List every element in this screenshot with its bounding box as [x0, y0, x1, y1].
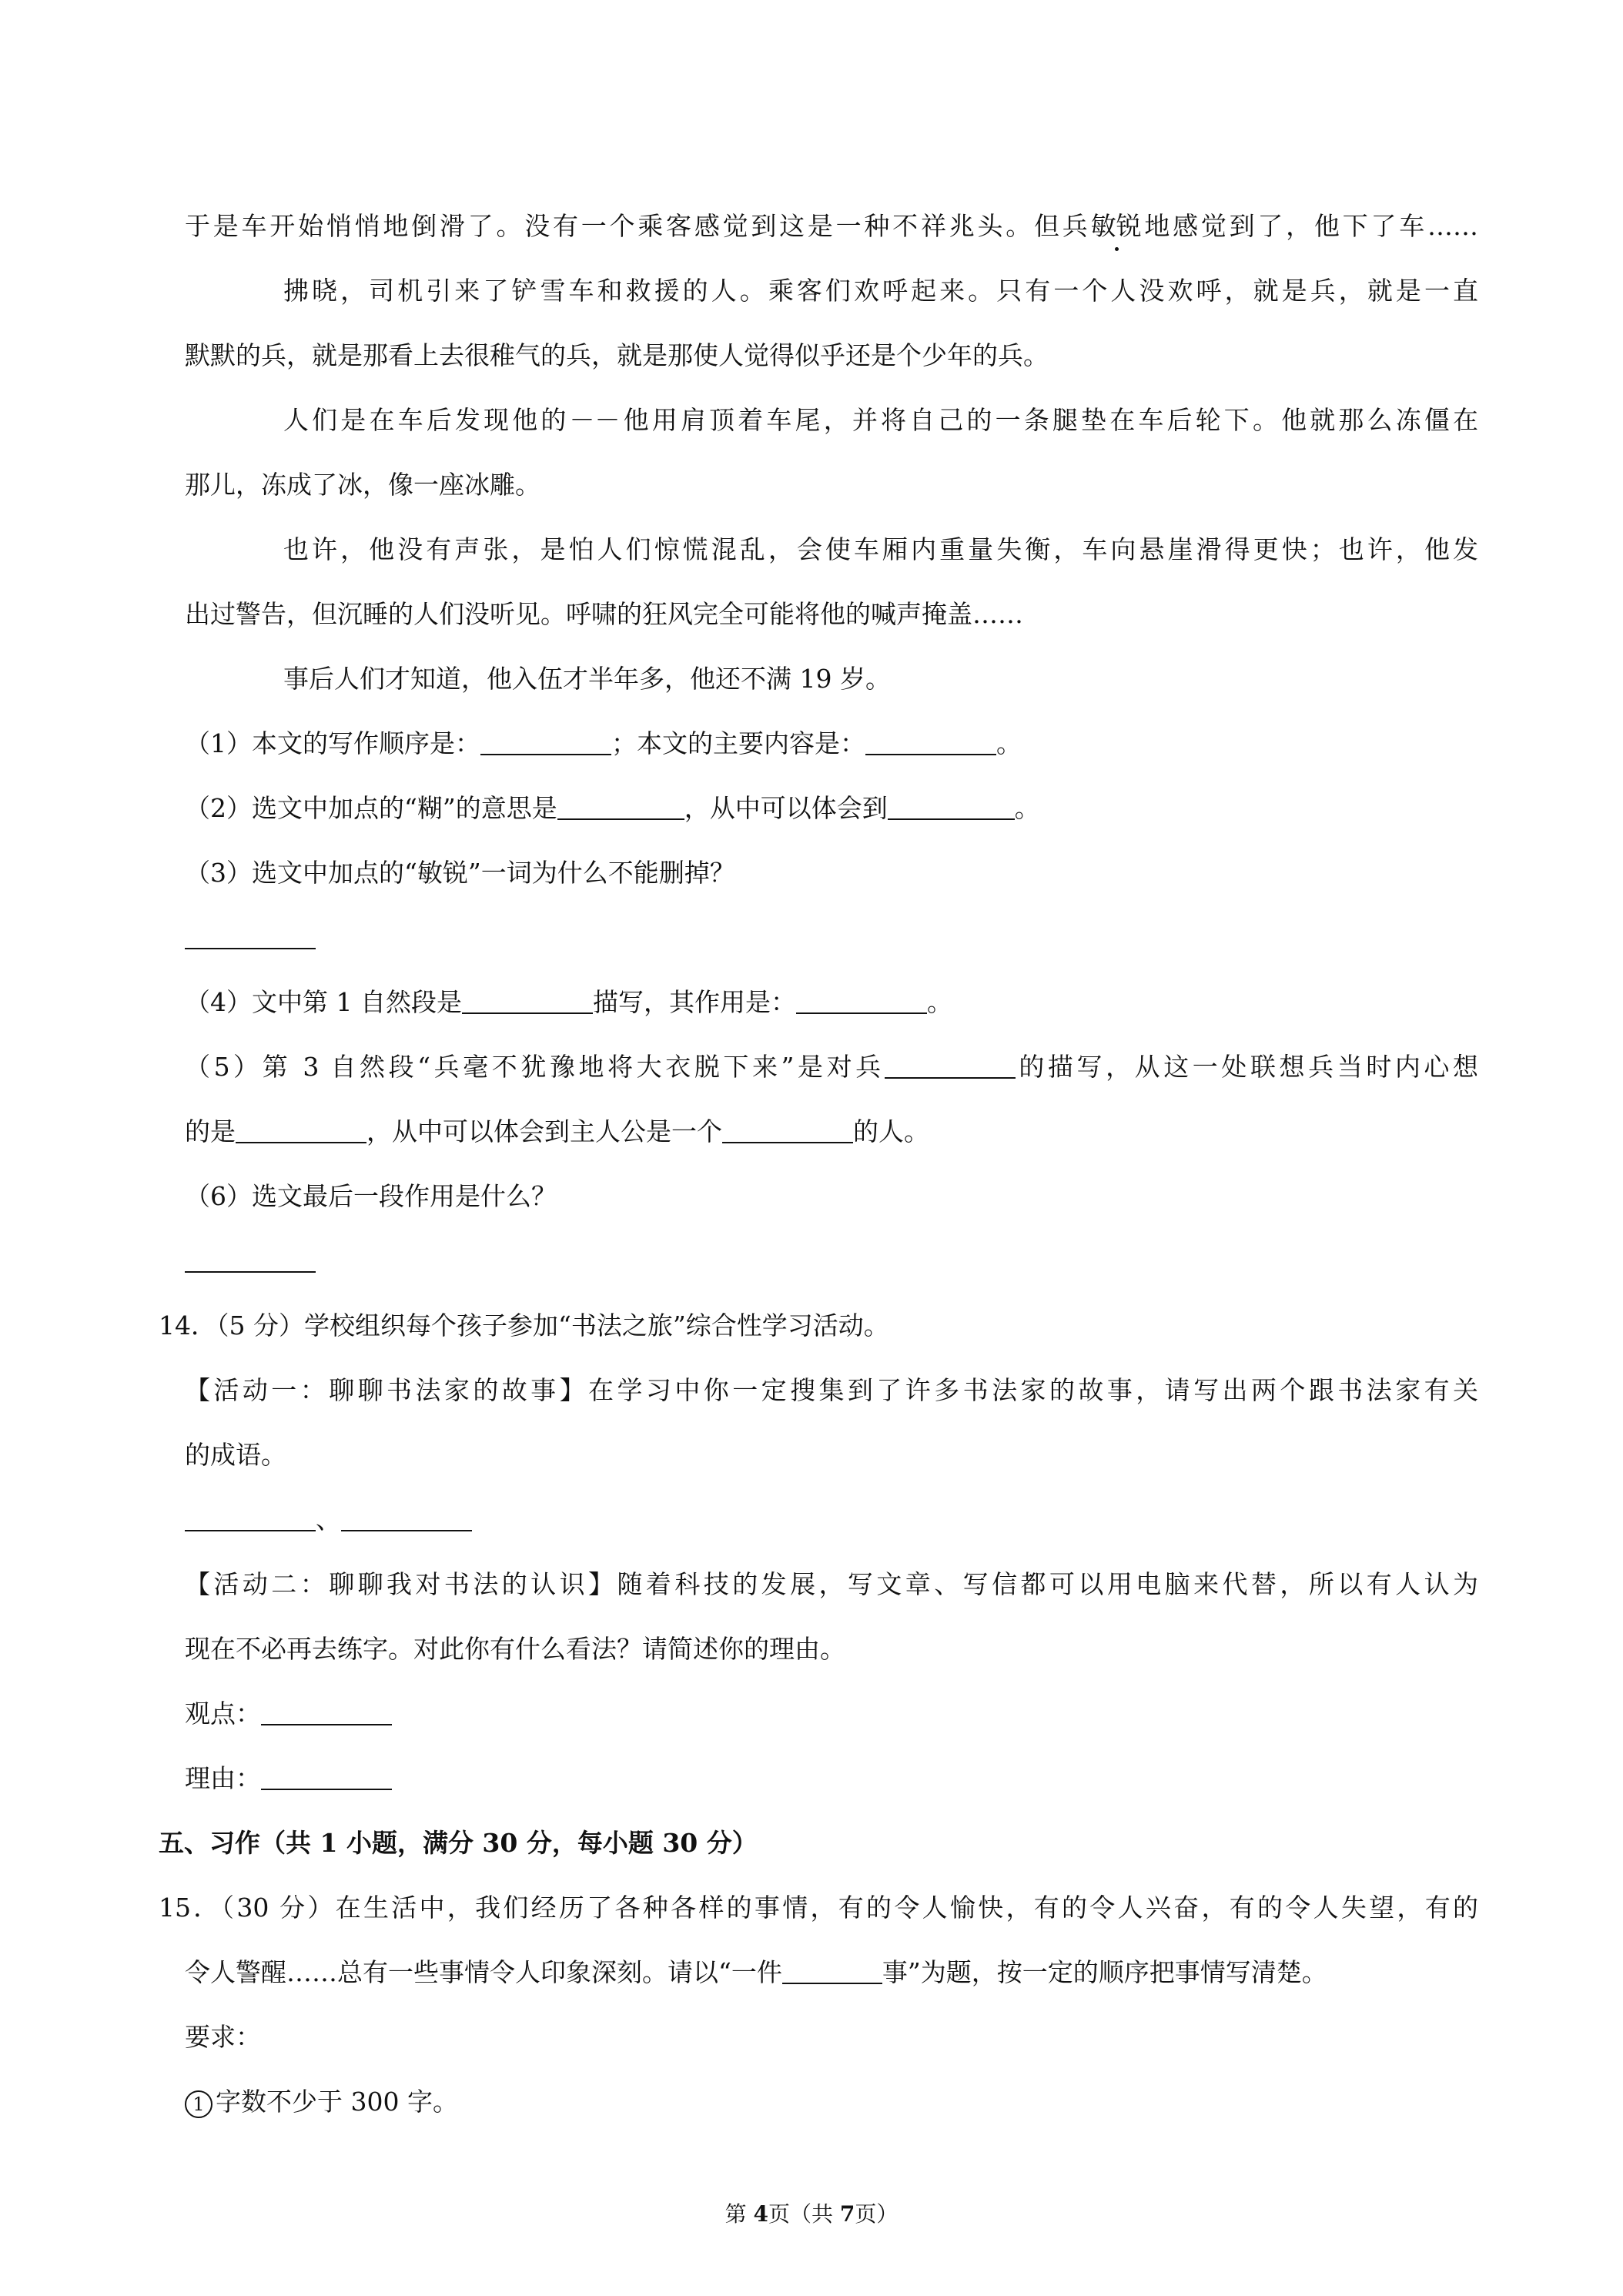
- section-5-heading: 五、习作（共 1 小题，满分 30 分，每小题 30 分）: [159, 1828, 758, 1858]
- answer-blank[interactable]: [722, 1119, 853, 1143]
- question-2: （2）选文中加点的“糊”的意思是 ，从中可以体会到 。: [185, 793, 1040, 823]
- answer-blank[interactable]: [261, 1701, 392, 1725]
- passage-paragraph-3-line-1: 人们是在车后发现他的－－他用肩顶着车尾，并将自己的一条腿垫在车后轮下。他就那么冻僵在: [283, 405, 1478, 435]
- question-5-line-2: 的是 ，从中可以体会到主人公是一个 的人。: [185, 1116, 929, 1146]
- circled-number: 1: [185, 2090, 212, 2118]
- answer-blank[interactable]: [888, 795, 1015, 820]
- activity-1-line-2: 的成语。: [185, 1440, 286, 1470]
- answer-blank[interactable]: [185, 1248, 316, 1273]
- activity-2-line-2: 现在不必再去练字。对此你有什么看法？请简述你的理由。: [185, 1634, 845, 1664]
- total-pages: 7: [839, 2201, 855, 2227]
- passage-paragraph-2-line-1: 拂晓，司机引来了铲雪车和救援的人。乘客们欢呼起来。只有一个人没欢呼，就是兵，就是一直: [283, 276, 1478, 306]
- page-footer: 第 4页（共 7页）: [724, 2201, 899, 2227]
- question-3-answer-line: [185, 921, 316, 955]
- dotted-word-minrui: 敏锐: [1091, 209, 1142, 243]
- page-number: 4: [753, 2201, 768, 2227]
- requirement-1: 1 字数不少于 300 字。: [185, 2085, 458, 2119]
- passage-paragraph-2-line-2: 默默的兵，就是那看上去很稚气的兵，就是那使人觉得似乎还是个少年的兵。: [185, 340, 1049, 370]
- question-3: （3）选文中加点的“敏锐”一词为什么不能删掉？: [185, 858, 735, 888]
- passage-paragraph-4-line-2: 出过警告，但沉睡的人们没听见。呼啸的狂风完全可能将他的喊声掩盖……: [185, 599, 1023, 629]
- question-15-line-1: 15．（30 分）在生活中，我们经历了各种各样的事情，有的令人愉快，有的令人兴奋，有的令人失望，有的: [159, 1893, 1478, 1923]
- answer-blank[interactable]: [236, 1119, 366, 1143]
- question-1: （1）本文的写作顺序是： ；本文的主要内容是： 。: [185, 728, 1022, 758]
- reason-line: 理由：: [185, 1762, 392, 1796]
- passage-paragraph-3-line-2: 那儿，冻成了冰，像一座冰雕。: [185, 470, 540, 500]
- activity-1-line-1: 【活动一：聊聊书法家的故事】在学习中你一定搜集到了许多书法家的故事，请写出两个跟书法家有关: [185, 1375, 1478, 1405]
- answer-blank[interactable]: [185, 925, 316, 949]
- answer-blank[interactable]: [462, 989, 593, 1014]
- question-15-line-2: 令人警醒……总有一些事情令人印象深刻。请以“一件 事”为题，按一定的顺序把事情写清楚。: [185, 1957, 1327, 1987]
- answer-blank[interactable]: [782, 1960, 882, 1984]
- answer-blank[interactable]: [261, 1766, 392, 1790]
- answer-blank[interactable]: [885, 1054, 1016, 1079]
- activity-2-line-1: 【活动二：聊聊我对书法的认识】随着科技的发展，写文章、写信都可以用电脑来代替，所以有人认为: [185, 1569, 1478, 1599]
- answer-blank[interactable]: [480, 731, 611, 755]
- question-6: （6）选文最后一段作用是什么？: [185, 1181, 557, 1211]
- question-5-line-1: （5）第 3 自然段“兵毫不犹豫地将大衣脱下来”是对兵 的描写，从这一处联想兵当时内心想: [185, 1052, 1478, 1082]
- question-4: （4）文中第 1 自然段是 描写，其作用是： 。: [185, 987, 952, 1017]
- question-14-stem: 14．（5 分）学校组织每个孩子参加“书法之旅”综合性学习活动。: [159, 1310, 889, 1340]
- passage-paragraph-5: 事后人们才知道，他入伍才半年多，他还不满 19 岁。: [283, 664, 891, 694]
- requirements-label: 要求：: [185, 2022, 261, 2052]
- passage-paragraph-1: 于是车开始悄悄地倒滑了。没有一个乘客感觉到这是一种不祥兆头。但兵敏锐地感觉到了，他下了车……: [185, 209, 1478, 243]
- answer-blank[interactable]: [557, 795, 684, 820]
- view-line: 观点：: [185, 1697, 392, 1731]
- answer-blank[interactable]: [185, 1507, 316, 1531]
- passage-paragraph-4-line-1: 也许，他没有声张，是怕人们惊慌混乱，会使车厢内重量失衡，车向悬崖滑得更快；也许，他发: [283, 534, 1478, 564]
- answer-blank[interactable]: [865, 731, 996, 755]
- question-6-answer-line: [185, 1244, 316, 1278]
- answer-blank[interactable]: [341, 1507, 472, 1531]
- answer-blank[interactable]: [796, 989, 927, 1014]
- activity-1-answers: 、: [185, 1503, 472, 1537]
